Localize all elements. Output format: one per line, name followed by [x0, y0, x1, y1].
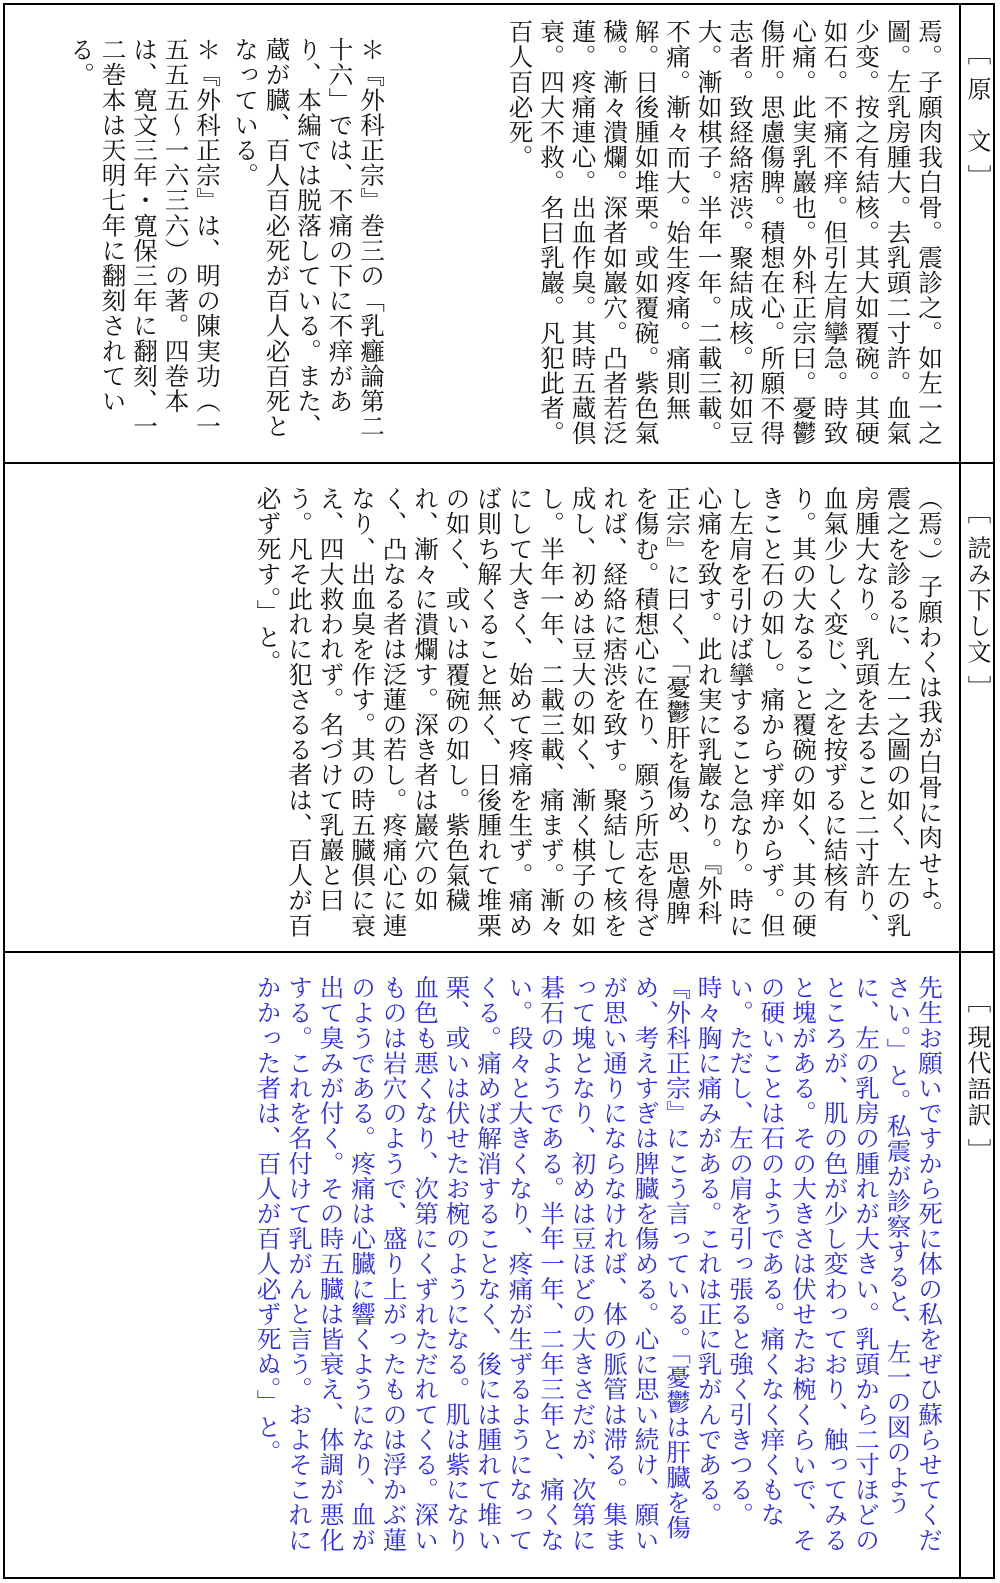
section-label-modern: ［ 現代語訳 ］ [963, 989, 991, 1165]
modern-text: 先生お願いですから死に体の私をぜひ蘇らせてください。」と。私震が診察すると、左一の図のように、左の乳房の腫れが大きい。乳頭から二寸ほどのところが、肌の色が少し変わっており、触ってみると塊がある。その大きさは伏せたお椀くらいで、その硬いことは石のようである。痛くなく痒くもない。ただし、左の肩を引っ張ると強く引きつる。時々胸に痛みがある。これは正に乳がんである。『外科正宗』にこう言っている。「憂鬱は肝臓を傷め、考えすぎは脾臓を傷める。心に思い続け、願いが思い通りにならなければ、体の脈管は滞る。集まって塊となり、初めは豆ほどの大きさだが、次第に碁石のようである。半年一年、二年三年と、痛くない。段々と大きくなり、疼痛が生ずるようになってくる。痛めば解消することなく、後には腫れて堆い栗、或いは伏せたお椀のようになる。肌は紫になり血色も悪くなり、次第にくずれただれてくる。深いものは岩穴のようで、盛り上がったものは浮かぶ蓮のようである。疼痛は心臓に響くようになり、血が出て臭みが付く。その時五臓は皆衰え、体調が悪化する。これを名付けて乳がんと言う。およそこれにかかった者は、百人が百人必ず死ぬ。」と。 [253, 975, 944, 1553]
section-original [5, 5, 993, 464]
label-column [959, 5, 993, 462]
section-label-reading: ［ 読み下し文 ］ [963, 500, 991, 702]
section-reading [5, 464, 993, 953]
reading-text: （焉。）子願わくは我が白骨に肉せよ。震之を診るに、左一之圖の如く、左の乳房腫大なり。乳頭を去ること二寸許り、血氣少しく変じ、之を按ずるに結核有り。其の大なること覆碗の如く、其の硬きこと石の如し。痛からず痒からず。但し左肩を引けば攣すること急なり。時に心痛を致す。此れ実に乳巖なり。『外科正宗』に曰く、「憂鬱肝を傷め、思慮脾を傷む。積想心に在り、願う所志を得ざれば、経絡に痞渋を致す。聚結して核を成し、初めは豆大の如く、漸く棋子の如し。半年一年、二載三載、痛まず。漸々にして大きく、始めて疼痛を生ず。痛めば則ち解くること無く、日後腫れて堆栗の如く、或いは覆碗の如し。紫色氣穢れ、漸々に潰爛す。深き者は巖穴の如く、凸なる者は泛蓮の若し。疼痛心に連なり、出血臭を作す。其の時五臓倶に衰え、四大救われず。名づけて乳巖と曰う。凡そ此れに犯さるる者は、百人が百必ず死す。」と。 [253, 486, 944, 938]
modern-body [25, 975, 945, 1567]
original-note-1: ＊『外科正宗』巻三の「乳癰論第二十六」では、不痛の下に不痒があり、本編では脱落している。また、蔵が臓、百人百必死が百人必百死となっている。 [231, 37, 386, 439]
original-note-2: ＊『外科正宗』は、明の陳実功（一五五五〜一六三六）の著。四巻本は、寛文三年・寛保三年に翻刻、一二巻本は天明七年に翻刻されている。 [67, 37, 222, 439]
section-modern [5, 953, 993, 1577]
section-label-original: ［ 原 文 ］ [963, 41, 991, 191]
label-column [959, 953, 993, 1577]
document-frame [3, 3, 995, 1579]
original-body [25, 19, 945, 452]
reading-body [25, 486, 945, 941]
label-column [959, 464, 993, 951]
original-text: 焉。子願肉我白骨。震診之。如左一之圖。左乳房腫大。去乳頭二寸許。血氣少变。按之有結核。其大如覆碗。其硬如石。不痛不痒。但引左肩攣急。時致心痛。此実乳巖也。外科正宗曰。憂鬱傷肝。思慮傷脾。積想在心。所願不得志者。致経絡痞渋。聚結成核。初如豆大。漸如棋子。半年一年。二載三載。不痛。漸々而大。始生疼痛。痛則無解。日後腫如堆栗。或如覆碗。紫色氣穢。漸々潰爛。深者如巖穴。凸者若泛蓮。疼痛連心。出血作臭。其時五蔵倶衰。四大不救。名曰乳巖。凡犯此者。百人百必死。 [505, 19, 944, 446]
